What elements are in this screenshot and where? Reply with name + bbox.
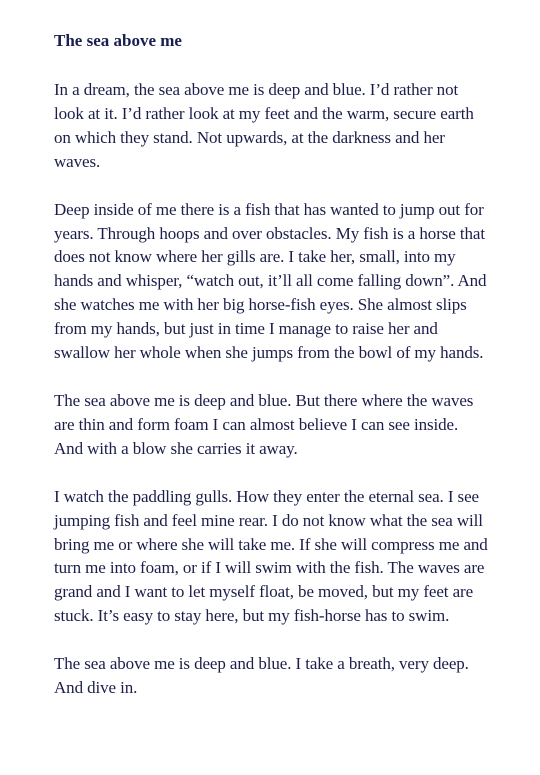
- document-title: The sea above me: [54, 31, 182, 50]
- paragraph-3: The sea above me is deep and blue. But there where the waves are thin and form foam I can almost believe I can see inside. And with a blow she carries it away.: [54, 390, 474, 458]
- paragraph-5: The sea above me is deep and blue. I take a breath, very deep. And dive in.: [54, 654, 469, 698]
- paragraph-2: Deep inside of me there is a fish that has wanted to jump out for years. Through hoops and over obstacles. My fish is a horse that does not know where her gills are. I take her, small, into my hands and whisper, “watch out, it’ll all come falling down”. And she watches me with her big horse-fish eyes. She almost slips from my hands, but just in time I manage to raise her and swallow her whole when she jumps from the bowl of my hands.: [54, 199, 487, 363]
- paragraph-1: In a dream, the sea above me is deep and blue. I’d rather not look at it. I’d rather look at my feet and the warm, secure earth on which they stand. Not upwards, at the darkness and her waves.: [54, 80, 474, 171]
- document-page: [54, 30, 490, 700]
- paragraph-4: I watch the paddling gulls. How they enter the eternal sea. I see jumping fish and feel mine rear. I do not know what the sea will bring me or where she will take me. If she will compress me and turn me into foam, or if I will swim with the fish. The waves are grand and I want to let myself float, be moved, but my feet are stuck. It’s easy to stay here, but my fish-horse has to swim.: [54, 486, 488, 626]
